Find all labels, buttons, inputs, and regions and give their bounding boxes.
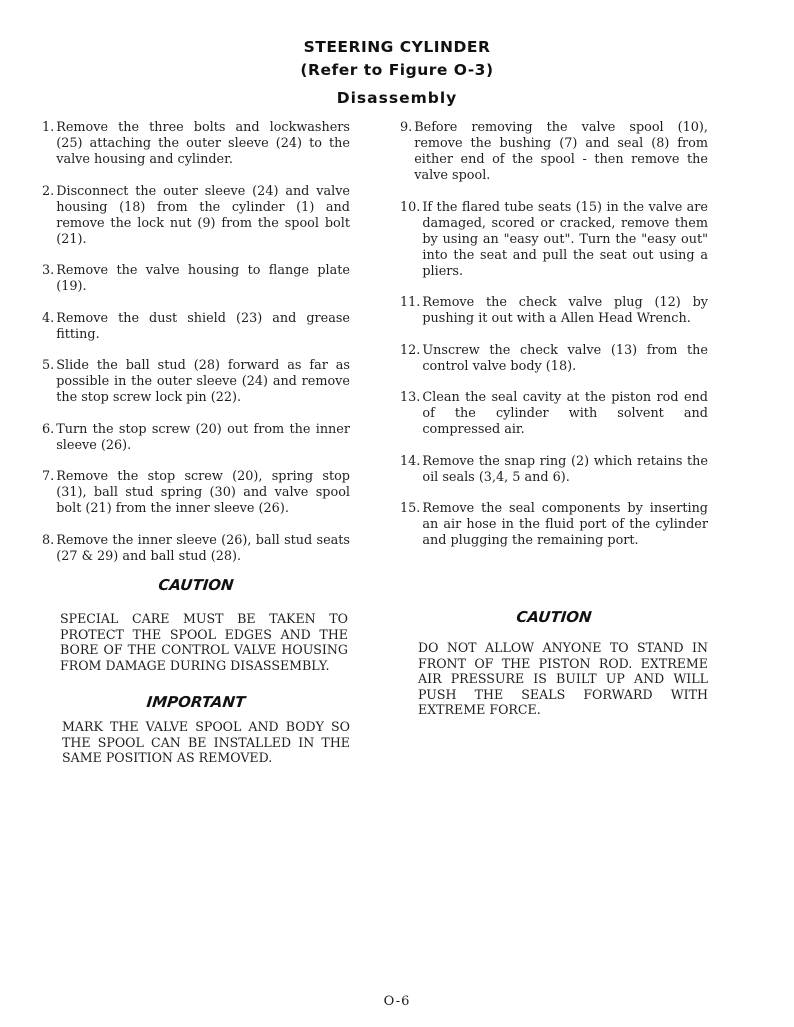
- step-text: Before removing the valve spool (10), remove the bushing (7) and seal (8) from either end of the spool - then remove the valve spool.: [414, 120, 708, 183]
- step-text: If the flared tube seats (15) in the valve are damaged, scored or cracked, remove them by using an "easy out". Turn the "easy out" into the seat and pull the seat out using a pliers.: [422, 199, 708, 279]
- step-text: Remove the stop screw (20), spring stop (31), ball stud spring (30) and valve spool bolt (21) from the inner sleeve (26).: [56, 469, 350, 516]
- procedure-step: [400, 343, 708, 375]
- step-number: 12.: [400, 342, 421, 358]
- step-text: Turn the stop screw (20) out from the inner sleeve (26).: [56, 421, 350, 453]
- left-column: [42, 120, 350, 580]
- procedure-step: [400, 120, 708, 184]
- step-number: 10.: [400, 199, 421, 215]
- step-text: Remove the three bolts and lockwashers (25) attaching the outer sleeve (24) to the valve housing and cylinder.: [56, 120, 350, 167]
- procedure-step: [42, 120, 350, 168]
- step-number: 1.: [42, 120, 55, 135]
- step-text: Remove the check valve plug (12) by pushing it out with a Allen Head Wrench.: [422, 295, 708, 326]
- important-text: MARK THE VALVE SPOOL AND BODY SO THE SPOOL CAN BE INSTALLED IN THE SAME POSITION AS REMOVED.: [62, 719, 350, 765]
- step-text: Remove the valve housing to flange plate (19).: [56, 263, 350, 294]
- procedure-step: [42, 358, 350, 406]
- step-text: Remove the dust shield (23) and grease fitting.: [56, 310, 350, 342]
- step-text: Disconnect the outer sleeve (24) and valve housing (18) from the cylinder (1) and remove the lock nut (9) from the spool bolt (21).: [56, 183, 350, 247]
- section-heading: Disassembly: [336, 89, 458, 107]
- procedure-step: [42, 184, 350, 248]
- figure-reference: (Refer to Figure O-3): [300, 61, 494, 79]
- step-number: 5.: [42, 358, 55, 373]
- procedure-step: [42, 422, 350, 454]
- procedure-step: [42, 311, 350, 343]
- step-text: Clean the seal cavity at the piston rod end of the cylinder with solvent and compressed air.: [422, 390, 708, 437]
- step-number: 11.: [400, 295, 421, 310]
- step-number: 4.: [42, 310, 55, 326]
- caution-text: SPECIAL CARE MUST BE TAKEN TO PROTECT THE SPOOL EDGES AND THE BORE OF THE CONTROL VALVE HOUSING FROM DAMAGE DURING DISASSEMBLY.: [60, 611, 348, 673]
- caution-text: DO NOT ALLOW ANYONE TO STAND IN FRONT OF THE PISTON ROD. EXTREME AIR PRESSURE IS BUILT UP AND WILL PUSH THE SEALS FORWARD WITH EXTREME FORCE.: [418, 640, 708, 717]
- procedure-step: [400, 295, 708, 327]
- step-text: Remove the snap ring (2) which retains the oil seals (3,4, 5 and 6).: [422, 453, 708, 485]
- step-number: 9.: [400, 120, 413, 135]
- step-text: Unscrew the check valve (13) from the control valve body (18).: [422, 342, 708, 374]
- step-number: 8.: [42, 532, 55, 548]
- procedure-step: [400, 501, 708, 549]
- step-number: 3.: [42, 263, 55, 278]
- step-number: 2.: [42, 183, 55, 199]
- step-number: 13.: [400, 390, 421, 405]
- step-number: 14.: [400, 453, 421, 469]
- step-number: 7.: [42, 469, 55, 484]
- step-text: Slide the ball stud (28) forward as far as possible in the outer sleeve (24) and remove the stop screw lock pin (22).: [56, 358, 350, 405]
- step-text: Remove the inner sleeve (26), ball stud seats (27 & 29) and ball stud (28).: [56, 532, 350, 564]
- right-column: [400, 120, 708, 565]
- procedure-step: [42, 263, 350, 295]
- caution-heading: CAUTION: [157, 576, 235, 594]
- caution-heading: CAUTION: [515, 608, 593, 626]
- page-number: O-6: [383, 994, 411, 1009]
- procedure-step: [400, 390, 708, 438]
- step-text: Remove the seal components by inserting an air hose in the fluid port of the cylinder and plugging the remaining port.: [422, 501, 708, 548]
- step-number: 15.: [400, 501, 421, 516]
- procedure-step: [400, 454, 708, 486]
- procedure-step: [400, 200, 708, 280]
- procedure-step: [42, 533, 350, 565]
- procedure-step: [42, 469, 350, 517]
- step-number: 6.: [42, 421, 55, 437]
- page-title: STEERING CYLINDER: [303, 38, 491, 56]
- important-heading: IMPORTANT: [145, 693, 247, 711]
